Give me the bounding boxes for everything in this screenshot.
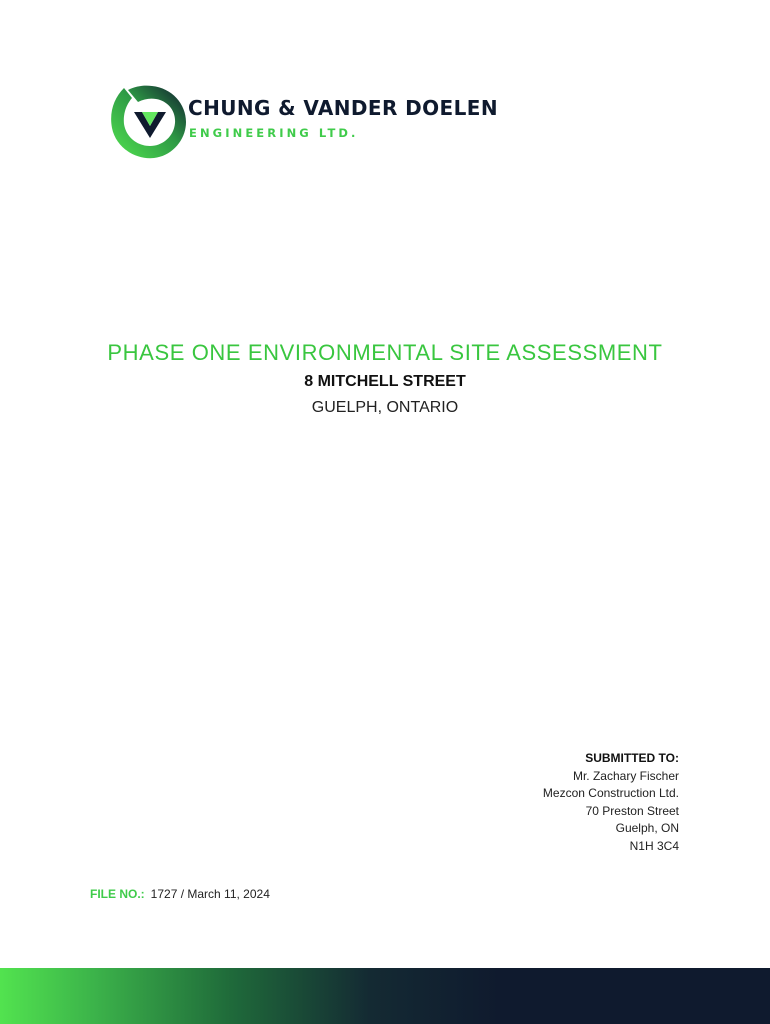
report-title: PHASE ONE ENVIRONMENTAL SITE ASSESSMENT [107, 340, 663, 365]
file-number [90, 887, 270, 901]
company-logo [106, 78, 506, 164]
recipient-company: Mezcon Construction Ltd. [542, 786, 679, 800]
footer-gradient-bar [0, 968, 770, 1024]
recipient-name: Mr. Zachary Fischer [572, 768, 679, 783]
file-number-label: FILE NO.: [90, 887, 145, 901]
recipient-postal-code: N1H 3C4 [629, 838, 679, 853]
logo-mark-icon [106, 78, 190, 162]
submitted-to-heading: SUBMITTED TO: [585, 751, 679, 765]
submitted-to-block [543, 750, 679, 855]
site-city: GUELPH, ONTARIO [311, 399, 459, 416]
company-subtitle: ENGINEERING LTD. [189, 126, 359, 140]
recipient-street: 70 Preston Street [585, 803, 679, 818]
site-address: 8 MITCHELL STREET [304, 373, 466, 390]
recipient-city: Guelph, ON [615, 821, 679, 835]
company-name: CHUNG & VANDER DOELEN [188, 96, 498, 120]
file-number-value: 1727 / March 11, 2024 [150, 887, 270, 901]
